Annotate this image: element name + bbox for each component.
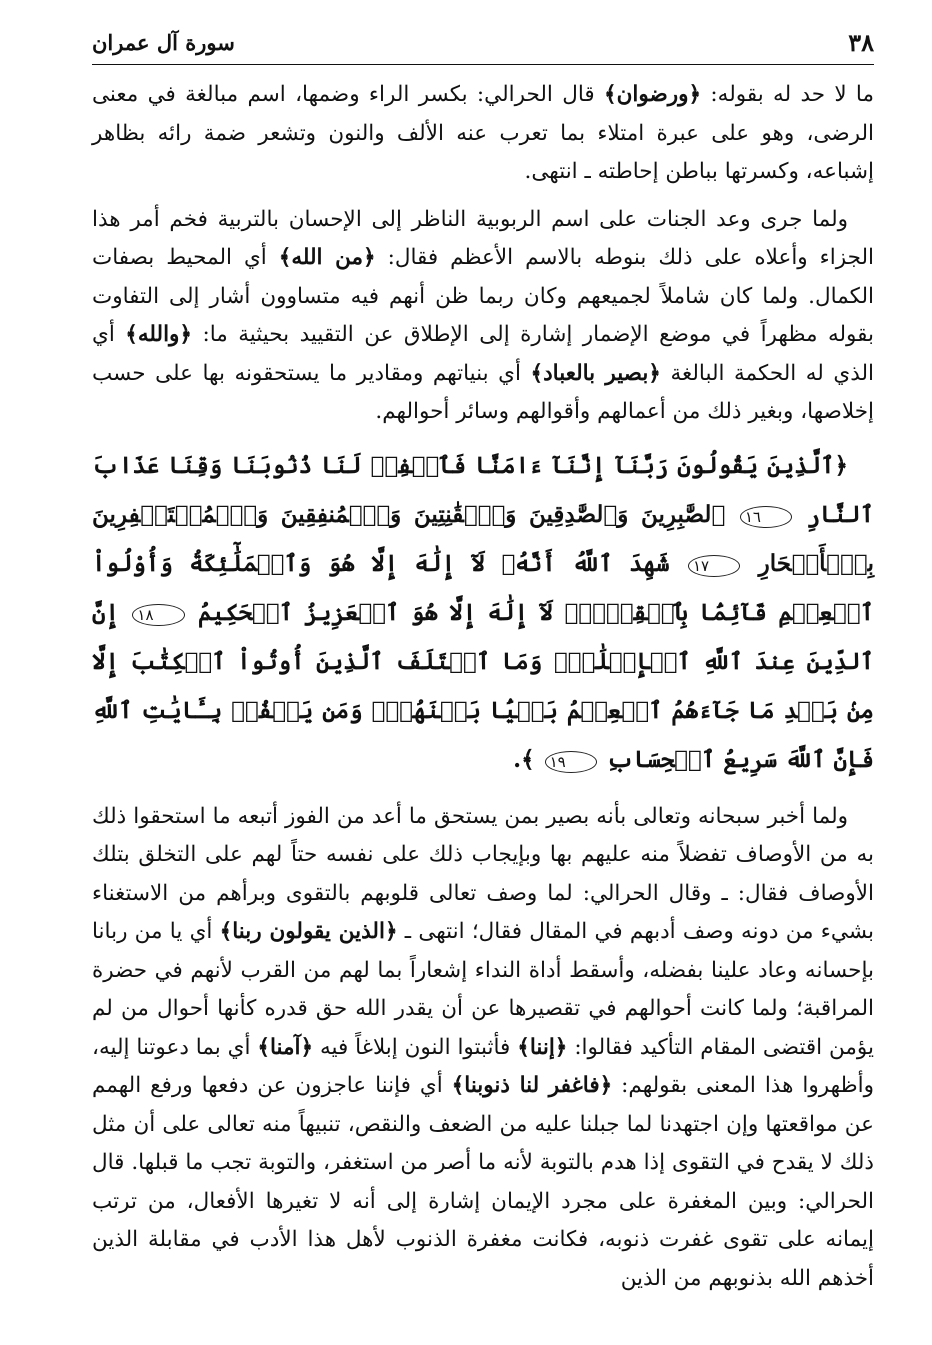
commentary-text: أي الذي له الحكمة البالغة xyxy=(92,322,874,386)
quran-passage xyxy=(92,441,874,784)
commentary-paragraph xyxy=(92,76,874,192)
quoted-verse-phrase: ﴿من الله﴾ xyxy=(278,245,376,270)
commentary-text: ما لا حد له بقوله: xyxy=(701,82,875,107)
ayah-number-marker: ١٨ xyxy=(132,604,184,626)
commentary-text: قال الحرالي: بكسر الراء وضمها، اسم مبالغة في معنى الرضى، وهو على عبرة امتلاء بما تعرب عنه الألف والنون وتشعر ضمة رائه بظاهر إشباعه، وكسرتها بباطن إحاطته ـ انتهى. xyxy=(92,82,874,184)
book-page xyxy=(92,28,875,1291)
commentary-text: أي بما دعوتنا إليه، وأظهروا هذا المعنى بقولهم: xyxy=(92,1034,874,1098)
commentary-text: أي المحيط بصفات الكمال. ولما كان شاملاً لجميعهم وكان ربما ظن أنهم فيه متساوون أشار إلى التفاوت بقوله مظهراً في موضع الإضمار إشارة إلى الإطلاق عن التقييد بحيثية ما: xyxy=(92,245,874,347)
commentary-text: أي بنياتهم ومقادير ما يستحقونه بها على حسب إخلاصها، وبغير ذلك من أعمالهم وأقوالهم وسائر أحوالهم. xyxy=(92,360,874,424)
quoted-verse-phrase: ﴿فاغفر لنا ذنوبنا﴾ xyxy=(451,1073,613,1098)
quran-verse-text: إِنَّ ٱلدِّينَ عِندَ ٱللَّهِ ٱلۡإِسۡلَٰمُۗ وَمَا ٱخۡتَلَفَ ٱلَّذِينَ أُوتُواْ ٱلۡكِتَٰبَ إِلَّا مِنۢ بَعۡدِ مَا جَآءَهُمُ ٱلۡعِلۡمُ بَغۡيَۢا بَيۡنَهُمۡۗ وَمَن يَكۡفُرۡ بِـَٔايَٰتِ ٱللَّهِ فَإِنَّ ٱللَّهَ سَرِيعُ ٱلۡحِسَابِ xyxy=(92,598,874,773)
quran-verse-text: ﴾. xyxy=(513,745,535,773)
quran-verse-text: ٱلصَّٰبِرِينَ وَٱلصَّٰدِقِينَ وَٱلۡقَٰنِتِينَ وَٱلۡمُنفِقِينَ وَٱلۡمُسۡتَغۡفِرِينَ بِٱلۡأَسۡحَارِ xyxy=(92,500,874,577)
page-number: ٣٨ xyxy=(848,28,874,57)
commentary-text: أي فإننا عاجزون عن دفعها ورفع الهمم عن مواقعتها وإن اجتهدنا لما جبلنا عليه من الضعف والنقص، تنبيهاً منه تعالى على أن مثل ذلك لا يقدح في التقوى إذا هدم بالتوبة لأنه ما أصر من استغفر، والتوبة تجب ما قبلها. قال الحرالي: وبين المغفرة على مجرد الإيمان إشارة إلى أنه لا تغيرها الأفعال، من ترتب إيمانه على تقوى غفرت ذنوبه، فكانت مغفرة الذنوب لأهل هذا الأدب في مقابلة الذين أخذهم الله بذنوبهم من الذين xyxy=(92,1073,874,1291)
quoted-verse-phrase: ﴿آمنا﴾ xyxy=(257,1034,314,1060)
header-rule xyxy=(92,64,874,65)
surah-title: سورة آل عمران xyxy=(92,30,235,55)
ayah-number-marker: ١٧ xyxy=(688,555,740,577)
ayah-number-marker: ١٦ xyxy=(740,506,792,528)
commentary-paragraph xyxy=(92,201,874,432)
commentary-text: ولما جرى وعد الجنات على اسم الربوبية الناظر إلى الإحسان بالتربية فخم أمر هذا الجزاء وأعلاه على ذلك بنوطه بالاسم الأعظم فقال: xyxy=(92,206,875,270)
quoted-verse-phrase: ﴿الذين يقولون ربنا﴾ xyxy=(219,919,398,944)
quran-verse-text: ﴿ٱلَّذِينَ يَقُولُونَ رَبَّنَآ إِنَّنَآ ءَامَنَّا فَٱغۡفِرۡ لَنَا ذُنُوبَنَا وَقِنَا عَذَابَ ٱلنَّارِ xyxy=(92,451,874,528)
commentary-text: فأثبتوا النون إبلاغاً فيه xyxy=(313,1034,518,1060)
page-body xyxy=(92,76,874,1307)
quoted-verse-phrase: ﴿ورضوان﴾ xyxy=(604,82,702,107)
quoted-verse-phrase: ﴿إننا﴾ xyxy=(517,1034,568,1060)
ayah-number-marker: ١٩ xyxy=(545,751,597,773)
page-header xyxy=(92,28,874,62)
commentary-paragraph xyxy=(92,798,874,1299)
quoted-verse-phrase: ﴿والله﴾ xyxy=(125,322,193,347)
quran-verse-text: شَهِدَ ٱللَّهُ أَنَّهُۥ لَآ إِلَٰهَ إِلَّا هُوَ وَٱلۡمَلَٰٓئِكَةُ وَأُوْلُواْ ٱلۡعِلۡمِ قَآئِمَۢا بِٱلۡقِسۡطِۚ لَآ إِلَٰهَ إِلَّا هُوَ ٱلۡعَزِيزُ ٱلۡحَكِيمُ xyxy=(92,549,874,626)
quoted-verse-phrase: ﴿بصير بالعباد﴾ xyxy=(530,360,661,386)
commentary-text: أي يا من ربانا بإحسانه وعاد علينا بفضله، وأسقط أداة النداء إشعاراً بما لهم من القرب لأنهم في حضرة المراقبة؛ ولما كانت أحوالهم في تقصيرها عن أن يقدر الله حق قدره كأنها أحوال من لم يؤمن اقتضى المقام التأكيد فقالوا: xyxy=(92,919,875,1060)
commentary-text: ولما أخبر سبحانه وتعالى بأنه بصير بمن يستحق ما أعد من الفوز أتبعه ما استحقوا ذلك به من الأوصاف تفضلاً منه عليهم بها وبإيجاب ذلك على نفسه حتاً لهم على التخلق بتلك الأوصاف فقال: ـ وقال الحرالي: لما وصف تعالى قلوبهم بالتقوى وبرأهم من الاستغناء بشيء من دونه وصف أدبهم في المقال فقال؛ انتهى ـ xyxy=(92,803,875,944)
